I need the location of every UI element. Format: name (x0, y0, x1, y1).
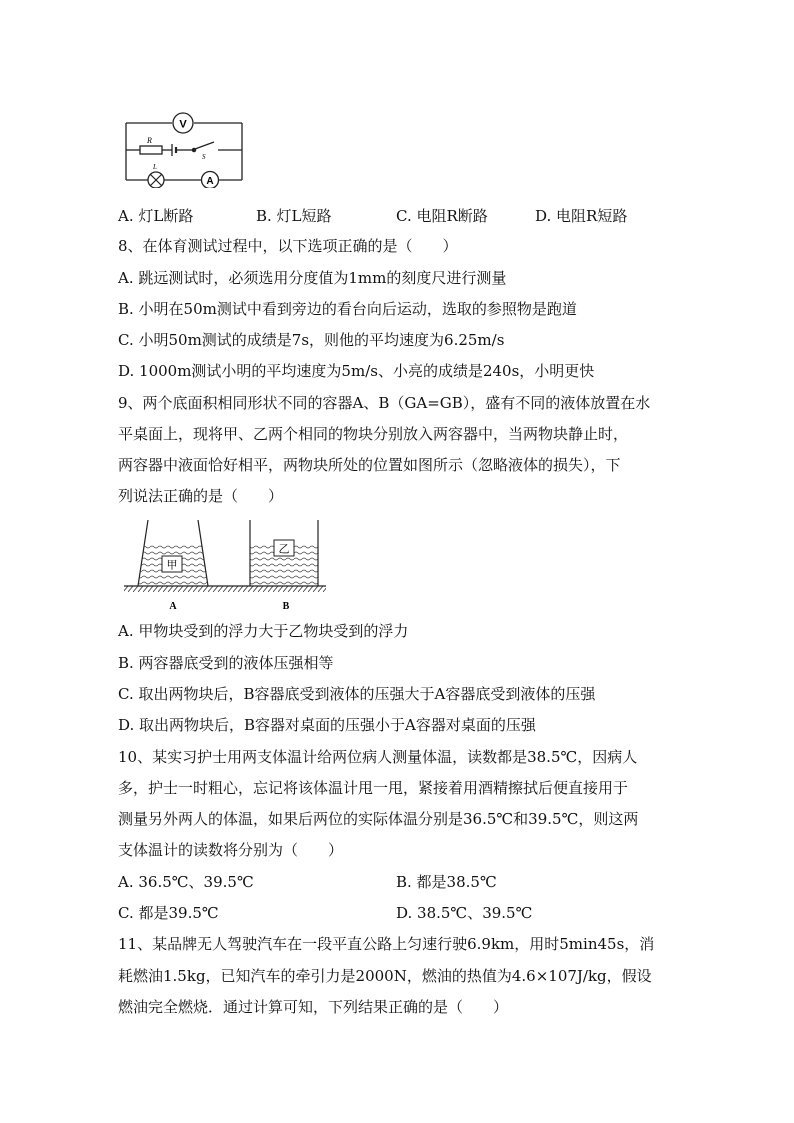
circuit-diagram (120, 108, 250, 188)
q10-stem-line-3: 测量另外两人的体温，如果后两位的实际体温分别是36.5℃和39.5℃，则这两 (118, 810, 639, 828)
q10-option-b: B. 都是38.5℃ (396, 873, 497, 891)
q9-stem-line-1: 9、两个底面积相同形状不同的容器A、B（GA=GB），盛有不同的液体放置在水 (118, 394, 651, 412)
q11-stem-line-3: 燃油完全燃烧．通过计算可知，下列结果正确的是（ ） (118, 998, 509, 1016)
q8-option-d: D. 1000m测试小明的平均速度为5m/s、小亮的成绩是240s，小明更快 (118, 362, 595, 380)
q9-stem-line-2: 平桌面上，现将甲、乙两个相同的物块分别放入两容器中，当两物块静止时， (118, 425, 629, 443)
q7-option-c: C. 电阻R断路 (396, 207, 488, 225)
q8-option-a: A. 跳远测试时，必须选用分度值为1mm的刻度尺进行测量 (118, 269, 507, 287)
q9-option-d: D. 取出两物块后，B容器对桌面的压强小于A容器对桌面的压强 (118, 716, 536, 734)
q10-stem-line-4: 支体温计的读数将分别为（ ） (118, 841, 344, 859)
svg-text:A: A (206, 176, 214, 187)
svg-text:甲: 甲 (166, 558, 178, 572)
ammeter-symbol (202, 172, 219, 189)
containers-figure (118, 520, 328, 615)
q10-stem-line-1: 10、某实习护士用两支体温计给两位病人测量体温，读数都是38.5℃，因病人 (118, 748, 638, 766)
container-b (250, 520, 318, 586)
q9-option-a: A. 甲物块受到的浮力大于乙物块受到的浮力 (118, 622, 409, 640)
q7-option-d: D. 电阻R短路 (535, 207, 628, 225)
q10-stem-line-2: 多，护士一时粗心，忘记将该体温计甩一甩，紧接着用酒精擦拭后便直接用于 (118, 779, 629, 797)
svg-text:乙: 乙 (278, 542, 290, 556)
q11-stem-line-2: 耗燃油1.5kg，已知汽车的牵引力是2000N，燃油的热值为4.6×107J/kg，假设 (118, 967, 652, 985)
q11-stem-line-1: 11、某品牌无人驾驶汽车在一段平直公路上匀速行驶6.9km，用时5min45s，消 (118, 935, 655, 953)
q7-option-b: B. 灯L短路 (256, 207, 332, 225)
q8-stem: 8、在体育测试过程中，以下选项正确的是（ ） (118, 237, 458, 255)
q10-option-a: A. 36.5℃、39.5℃ (118, 873, 254, 891)
container-a (138, 520, 208, 586)
resistor-label: R (147, 136, 152, 145)
q9-stem-line-3: 两容器中液面恰好相平，两物块所处的位置如图所示（忽略液体的损失），下 (118, 456, 621, 474)
label-a: A (169, 601, 177, 612)
q8-option-b: B. 小明在50m测试中看到旁边的看台向后运动，选取的参照物是跑道 (118, 300, 577, 318)
label-b: B (282, 601, 290, 612)
q10-option-d: D. 38.5℃、39.5℃ (396, 904, 533, 922)
svg-text:L: L (153, 163, 157, 171)
q9-option-b: B. 两容器底受到的液体压强相等 (118, 654, 334, 672)
svg-text:V: V (179, 118, 187, 131)
voltmeter-symbol (173, 113, 193, 133)
q10-option-c: C. 都是39.5℃ (118, 904, 219, 922)
switch-label: S (202, 153, 206, 161)
q7-option-a: A. 灯L断路 (118, 207, 194, 225)
lamp-symbol (148, 163, 164, 188)
q9-option-c: C. 取出两物块后，B容器底受到液体的压强大于A容器底受到液体的压强 (118, 685, 596, 703)
q9-stem-line-4: 列说法正确的是（ ） (118, 487, 284, 505)
q8-option-c: C. 小明50m测试的成绩是7s，则他的平均速度为6.25m/s (118, 331, 505, 349)
